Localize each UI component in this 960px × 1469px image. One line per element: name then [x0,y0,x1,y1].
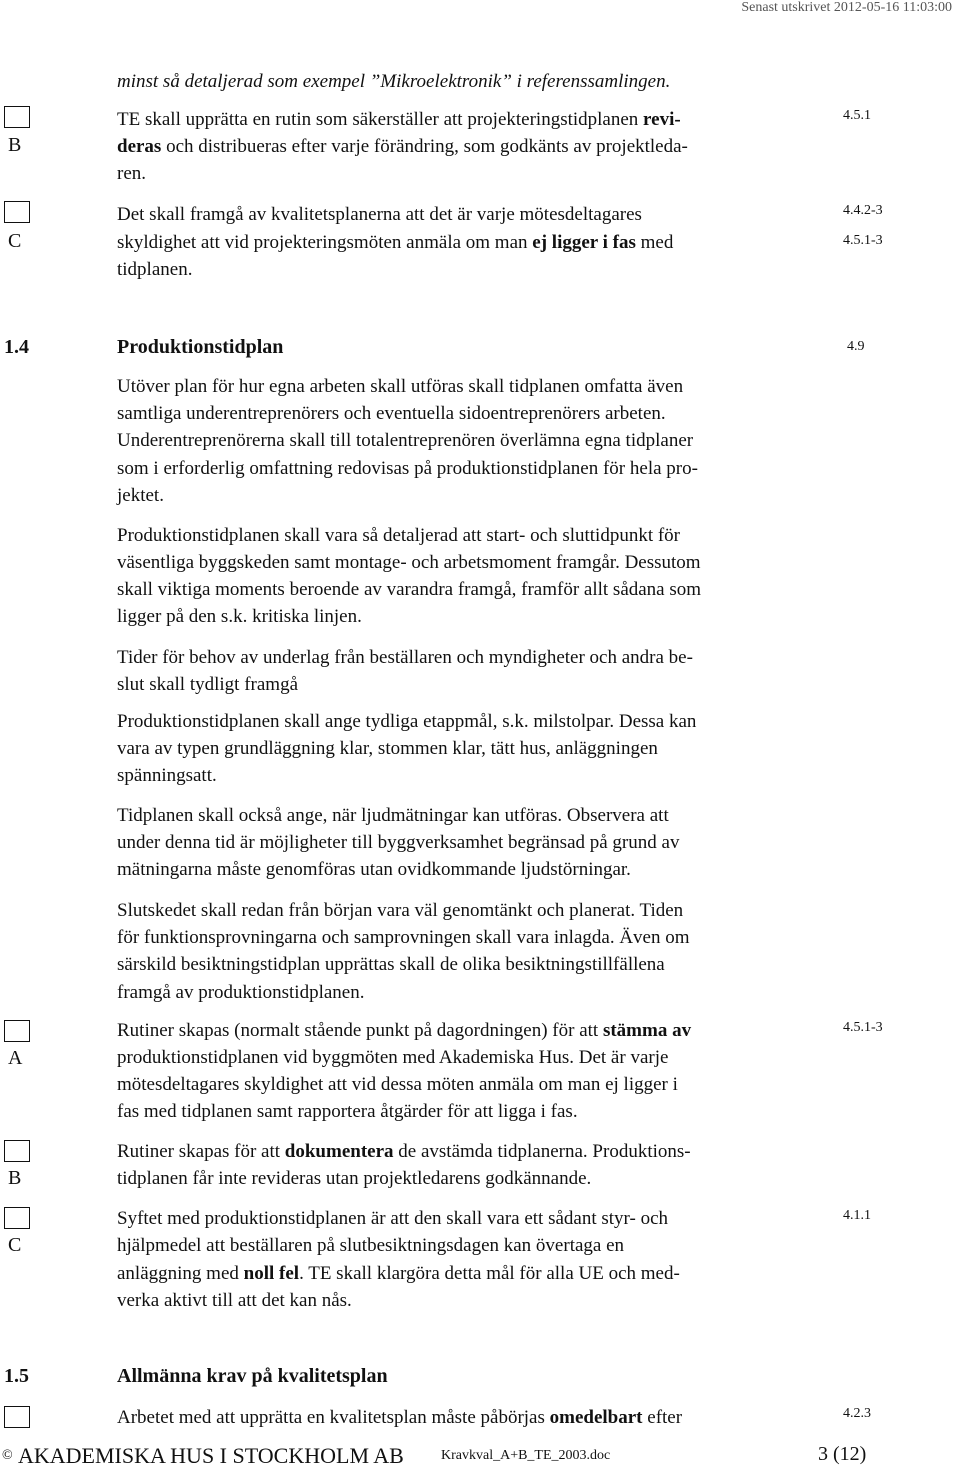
reference-1-4-a: 4.5.1-3 [843,1020,883,1035]
text-line-top-c-1: Det skall framgå av kvalitetsplanerna att det är varje mötesdeltagares [117,204,642,225]
para6-line: särskild besiktningstidplan upprättas skall de olika besiktningstillfällena [117,954,665,975]
text-line-1-4-a-4: fas med tidplanen samt rapportera åtgärder för att ligga i fas. [117,1101,578,1122]
footer-page-number: 3 (12) [818,1443,867,1465]
para4-line: spänningsatt. [117,765,217,786]
para5-line: under denna tid är möjligheter till byggverksamhet begränsad på grund av [117,832,680,853]
print-timestamp: Senast utskrivet 2012-05-16 11:03:00 [741,0,952,15]
copyright-icon: © [2,1448,13,1463]
item-letter-top-c: C [8,230,22,252]
para3-line: Tider för behov av underlag från beställaren och myndigheter och andra be- [117,647,693,668]
text-line-1-4-b-1: Rutiner skapas för att dokumentera de avstämda tidplanerna. Produktions- [117,1141,691,1162]
checkbox-top-c[interactable] [4,201,30,223]
reference-1-4: 4.9 [847,339,865,354]
text-line-top-b-1: TE skall upprätta en rutin som säkerställer att projekteringstidplanen revi- [117,109,681,130]
item-letter-1-4-a: A [8,1047,23,1069]
item-letter-1-4-c: C [8,1234,22,1256]
checkbox-top-b[interactable] [4,106,30,128]
section-number-1-4: 1.4 [4,336,29,358]
text-line-top-c-3: tidplanen. [117,259,193,280]
reference-top-c-2: 4.5.1-3 [843,233,883,248]
para6-line: för funktionsprovningarna och samprovningen skall vara inlagda. Även om [117,927,690,948]
text-line-1-4-c-2: hjälpmedel att beställaren på slutbesiktningsdagen kan övertaga en [117,1235,625,1256]
text-line-1-4-b-2: tidplanen får inte revideras utan projektledarens godkännande. [117,1168,592,1189]
section-title-1-5: Allmänna krav på kvalitetsplan [117,1365,388,1387]
para4-line: Produktionstidplanen skall ange tydliga etappmål, s.k. milstolpar. Dessa kan [117,711,697,732]
text-line-1-4-c-4: verka aktivt till att det kan nås. [117,1290,352,1311]
text-line-1-4-a-2: produktionstidplanen vid byggmöten med Akademiska Hus. Det är varje [117,1047,669,1068]
footer-company: AKADEMISKA HUS I STOCKHOLM AB [18,1443,404,1468]
reference-top-c-1: 4.4.2-3 [843,203,883,218]
checkbox-1-4-b[interactable] [4,1140,30,1162]
section-number-1-5: 1.5 [4,1365,29,1387]
text-line-1-4-a-1: Rutiner skapas (normalt stående punkt på dagordningen) för att stämma av [117,1020,692,1041]
para3-line: slut skall tydligt framgå [117,674,299,695]
intro-italic-line: minst så detaljerad som exempel ”Mikroelektronik” i referenssamlingen. [117,71,671,92]
item-letter-top-b: B [8,134,22,156]
text-line-1-4-c-3: anläggning med noll fel. TE skall klargöra detta mål för alla UE och med- [117,1263,680,1284]
para5-line: Tidplanen skall också ange, när ljudmätningar kan utföras. Observera att [117,805,669,826]
text-line-top-b-3: ren. [117,163,147,184]
para2-line: Produktionstidplanen skall vara så detaljerad att start- och sluttidpunkt för [117,525,681,546]
para1-line: jektet. [117,485,164,506]
text-line-1-5-1: Arbetet med att upprätta en kvalitetsplan måste påbörjas omedelbart efter [117,1407,683,1428]
para1-line: Underentreprenörerna skall till totalentreprenören överlämna egna tidplaner [117,430,694,451]
para2-line: skall viktiga moments beroende av varandra framgå, framför allt sådana som [117,579,702,600]
footer-filename: Kravkval_A+B_TE_2003.doc [441,1448,611,1463]
checkbox-1-5[interactable] [4,1406,30,1428]
para1-line: samtliga underentreprenörers och eventuella sidoentreprenörers arbeten. [117,403,666,424]
para6-line: Slutskedet skall redan från början vara väl genomtänkt och planerat. Tiden [117,900,684,921]
reference-top-b: 4.5.1 [843,108,871,123]
reference-1-5: 4.2.3 [843,1406,871,1421]
text-line-1-4-c-1: Syftet med produktionstidplanen är att den skall vara ett sådant styr- och [117,1208,668,1229]
item-letter-1-4-b: B [8,1167,22,1189]
para6-line: framgå av produktionstidplanen. [117,982,365,1003]
text-line-1-4-a-3: mötesdeltagares skyldighet att vid dessa möten anmäla om man ej ligger i [117,1074,678,1095]
para4-line: vara av typen grundläggning klar, stommen klar, tätt hus, anläggningen [117,738,658,759]
text-line-top-c-2: skyldighet att vid projekteringsmöten anmäla om man ej ligger i fas med [117,232,674,253]
section-title-1-4: Produktionstidplan [117,336,284,358]
checkbox-1-4-a[interactable] [4,1020,30,1042]
reference-1-4-c: 4.1.1 [843,1208,871,1223]
para1-line: som i erforderlig omfattning redovisas på produktionstidplanen för hela pro- [117,458,698,479]
para2-line: ligger på den s.k. kritiska linjen. [117,606,362,627]
para1-line: Utöver plan för hur egna arbeten skall utföras skall tidplanen omfatta även [117,376,684,397]
para5-line: mätningarna måste genomföras utan ovidkommande ljudstörningar. [117,859,631,880]
para2-line: väsentliga byggskeden samt montage- och arbetsmoment framgår. Dessutom [117,552,701,573]
checkbox-1-4-c[interactable] [4,1207,30,1229]
text-line-top-b-2: deras och distribueras efter varje förändring, som godkänts av projektleda- [117,136,688,157]
